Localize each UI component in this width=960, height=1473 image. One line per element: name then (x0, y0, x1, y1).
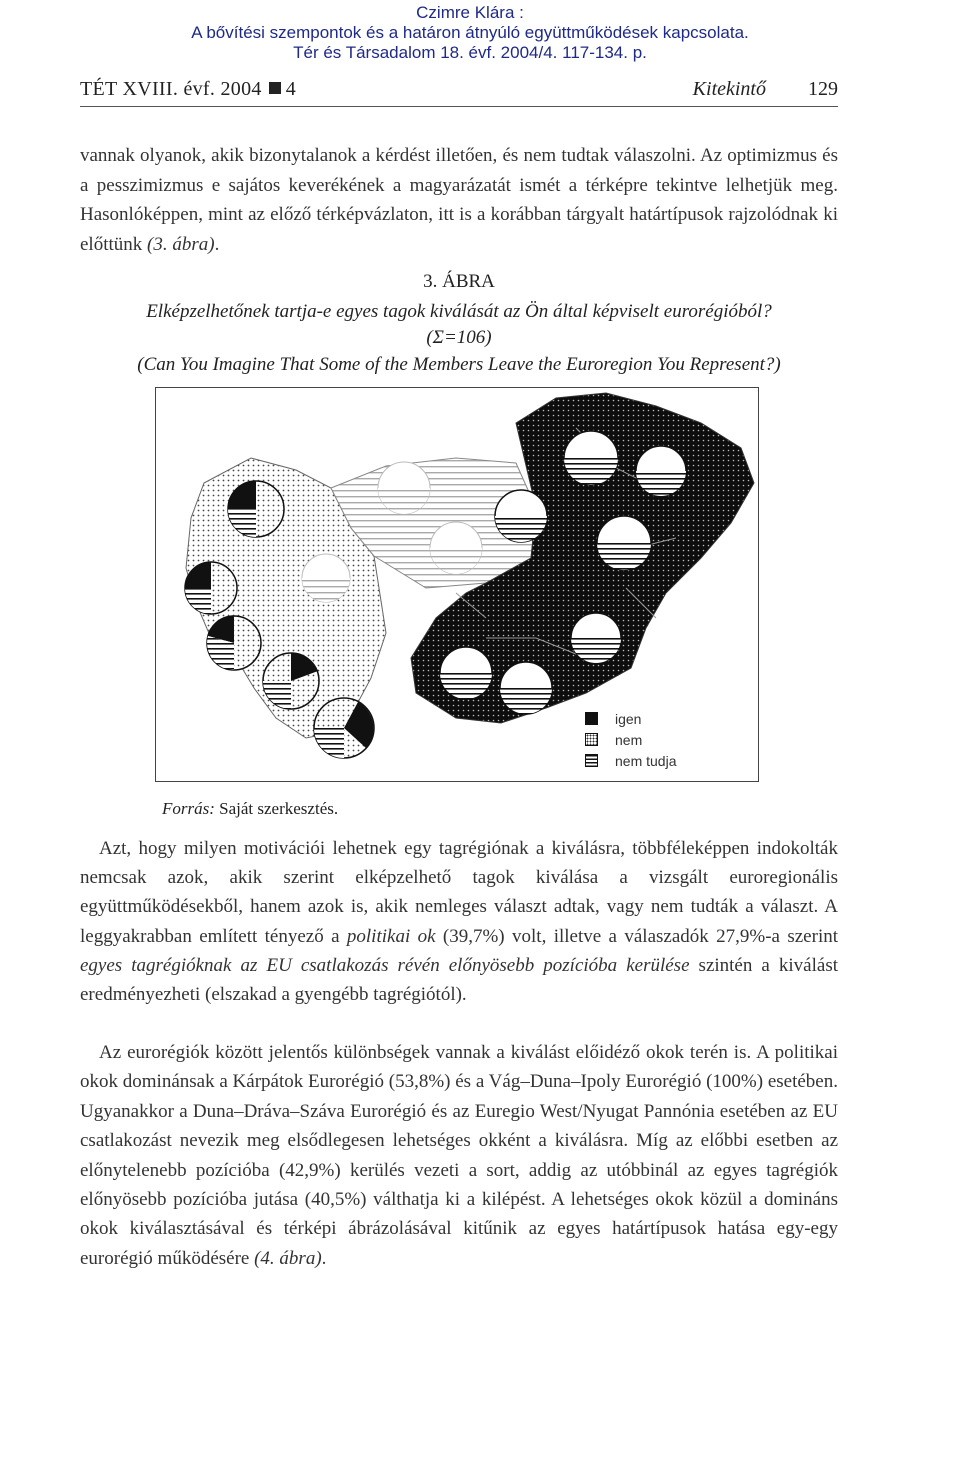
pie-chart-west-lower (207, 616, 261, 670)
paragraph-3-end: . (321, 1247, 327, 1269)
pie-chart-north-faded-a (378, 462, 430, 514)
figure-title-hu: Elképzelhetőnek tartja-e egyes tagok kiválását az Ön által képviselt eurorégióból? (146, 301, 772, 322)
pie-chart-east-d (597, 516, 651, 570)
legend-swatch-dont-know-icon (585, 754, 598, 767)
legend-label-yes: igen (615, 710, 642, 727)
paragraph-2-part-1: Azt, hogy milyen motivációi lehetnek egy tagrégiónak a kiválásra, többféleképpen indokolták nemcsak azok, akik szerint elképzelhető tagok kiválása a vizsgált euroregionális együttműködésekből, hanem azok is, akik nemleges választ adtak, vagy nem tudták a választ. A leggyakrabban említett tényező a (80, 838, 838, 947)
pie-chart-southwest-a (263, 653, 319, 709)
pie-chart-east-c (495, 490, 547, 542)
paragraph-1 (80, 141, 838, 259)
paragraph-3-text: Az eurorégiók között jelentős különbségek vannak a kiválást előidéző okok terén is. A politikai okok dominánsak a Kárpátok Eurorégió (53,8%) és a Vág–Duna–Ipoly Eurorégió (100%) esetében. Ugyanakkor a Duna–Dráva–Száva Eurorégió és az Euregio West/Nyugat Pannónia esetében az EU csatlakozást nevezik meg elsődlegesen lehetséges okként a kiválásra. Míg az előbbi esetben az előnytelenebb pozícióba (42,9%) kerülés vezeti a sort, addig az utóbbinál az egyes tagrégiók előnyösebb pozícióba jutása (40,5%) válthatja ki a kilépést. A lehetséges okok közül a domináns okok kiválasztásával és térképi ábrázolásával kitűnik az egyes határtípusok hatása egy-egy eurorégió működésére (80, 1042, 838, 1269)
source-text: Saját szerkesztés. (219, 799, 339, 818)
pie-chart-south-b (500, 662, 552, 714)
pie-chart-southwest-b (314, 698, 374, 758)
paragraph-2-part-2: (39,7%) volt, illetve a válaszadók 27,9%-a szerint (435, 925, 838, 947)
paragraph-1-text: vannak olyanok, akik bizonytalanok a kérdést illetően, és nem tudtak válaszolni. Az optimizmus és a pesszimizmus e sajátos keverékének a magyarázatát ismét a térképre tekintve lelhetjük meg. Hasonlóképpen, mint az előző térképvázlaton, itt is a korábban tárgyalt határtípusok rajzolódnak ki előttünk (80, 145, 838, 255)
figure-source (162, 799, 338, 819)
pie-chart-north-faded-b (430, 522, 482, 574)
figure-reference-4: (4. ábra) (254, 1247, 322, 1269)
map-legend (585, 708, 676, 771)
pie-chart-east-b (636, 446, 686, 496)
pie-chart-west-upper (228, 481, 284, 537)
legend-item-dont-know (585, 750, 676, 771)
pie-chart-west-middle (185, 562, 237, 614)
figure-reference-3: (3. ábra) (147, 233, 215, 255)
figure-number: 3. ÁBRA (423, 271, 495, 292)
legend-label-no: nem (615, 731, 643, 748)
legend-swatch-yes-icon (585, 712, 598, 725)
journal-label: TÉT XVIII. évf. 2004 (80, 78, 262, 100)
paragraph-2-emphasis-1: politikai ok (346, 925, 436, 947)
running-head-journal (80, 78, 296, 101)
pie-chart-north-faded-c (302, 554, 350, 602)
euroregion-map (155, 387, 759, 782)
section-name: Kitekintő (692, 78, 766, 100)
source-label: Forrás: (162, 799, 215, 818)
figure-sample-size: (Σ=106) (426, 327, 492, 348)
paragraph-2 (80, 834, 838, 1009)
issue-number: 4 (285, 78, 297, 100)
pie-chart-southeast-a (571, 613, 621, 663)
citation-source: Tér és Társadalom 18. évf. 2004/4. 117-134. p. (293, 43, 647, 62)
square-bullet-icon (269, 82, 281, 94)
legend-item-yes (585, 708, 676, 729)
paragraph-2-part-3: szintén a kiválást eredményezheti (elszakad a gyengébb tagrégiótól). (80, 954, 838, 1006)
pie-chart-south-a (440, 647, 492, 699)
citation-author: Czimre Klára : (416, 3, 524, 22)
running-head-right (693, 78, 838, 101)
citation-title: A bővítési szempontok és a határon átnyúló együttműködések kapcsolata. (191, 23, 749, 42)
pie-chart-east-a (564, 431, 618, 485)
figure-title-en: (Can You Imagine That Some of the Members Leave the Euroregion You Represent?) (137, 354, 781, 375)
paragraph-1-end: . (214, 233, 220, 255)
legend-label-dont-know: nem tudja (615, 752, 677, 769)
legend-item-no (585, 729, 676, 750)
page-number: 129 (808, 78, 838, 100)
running-head (80, 78, 838, 107)
paragraph-3 (80, 1038, 838, 1273)
citation-header (0, 3, 940, 63)
paragraph-2-emphasis-2: egyes tagrégióknak az EU csatlakozás révén előnyösebb pozícióba kerülése (80, 954, 690, 976)
legend-swatch-no-icon (585, 733, 598, 746)
